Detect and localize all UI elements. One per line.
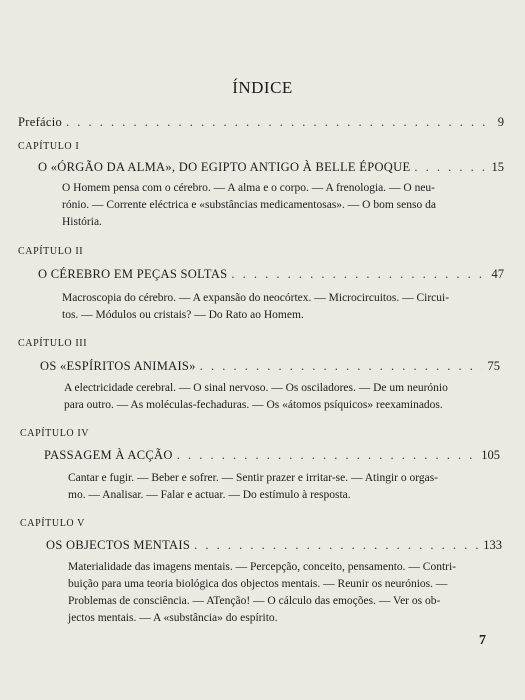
description-line: Problemas de consciência. — ATenção! — O cálculo das emoções. — Ver os ob- xyxy=(68,595,441,607)
toc-entry-chapter-5 xyxy=(46,538,502,553)
toc-entry-chapter-1 xyxy=(38,160,504,175)
toc-page-number: 75 xyxy=(487,359,500,373)
dot-leader xyxy=(66,115,486,130)
toc-page-number: 47 xyxy=(491,267,504,281)
toc-entry-chapter-4 xyxy=(44,448,500,463)
chapter-description xyxy=(62,180,498,231)
description-line: mo. — Analisar. — Falar e actuar. — Do estímulo à resposta. xyxy=(68,489,351,501)
chapter-description xyxy=(62,290,498,324)
chapter-label: CAPÍTULO IV xyxy=(20,428,90,439)
chapter-label: CAPÍTULO III xyxy=(18,338,88,349)
toc-page-number: 105 xyxy=(481,448,500,462)
toc-page-number: 9 xyxy=(497,115,504,129)
chapter-label: CAPÍTULO II xyxy=(18,246,84,257)
toc-page-number: 15 xyxy=(491,160,504,174)
dot-leader xyxy=(414,160,486,175)
dot-leader xyxy=(200,359,482,374)
dot-leader xyxy=(177,448,478,463)
toc-entry-chapter-2 xyxy=(38,267,504,282)
description-line: Macroscopia do cérebro. — A expansão do neocórtex. — Microcircuitos. — Circui- xyxy=(62,292,450,304)
description-line: Cantar e fugir. — Beber e sofrer. — Sentir prazer e irritar-se. — Atingir o orgas- xyxy=(68,472,438,484)
chapter-title: O CÉREBRO EM PEÇAS SOLTAS xyxy=(38,267,228,281)
toc-page-number: 133 xyxy=(483,538,502,552)
dot-leader xyxy=(194,538,479,553)
page-number-folio: 7 xyxy=(479,633,486,648)
chapter-title: OS «ESPÍRITOS ANIMAIS» xyxy=(40,359,196,373)
chapter-label: CAPÍTULO V xyxy=(20,518,85,529)
chapter-label: CAPÍTULO I xyxy=(18,141,80,152)
toc-entry-chapter-3 xyxy=(40,359,500,374)
chapter-description xyxy=(68,470,496,504)
description-line: para outro. — As moléculas-fechaduras. — Os «átomos psíquicos» reexaminados. xyxy=(64,399,443,411)
description-line: jectos mentais. — A «substância» do espírito. xyxy=(68,612,278,624)
page-title: ÍNDICE xyxy=(232,78,293,97)
chapter-title: O «ÓRGÃO DA ALMA», DO EGIPTO ANTIGO À BELLE ÉPOQUE xyxy=(38,160,411,174)
description-line: Materialidade das imagens mentais. — Percepção, conceito, pensamento. — Contri- xyxy=(68,561,457,573)
toc-entry-preface xyxy=(18,115,504,130)
description-line: O Homem pensa com o cérebro. — A alma e o corpo. — A frenologia. — O neu- xyxy=(62,182,436,194)
description-line: rónio. — Corrente eléctrica e «substâncias medicamentosas». — O bom senso da xyxy=(62,199,436,211)
description-line: História. xyxy=(62,216,102,228)
chapter-title: OS OBJECTOS MENTAIS xyxy=(46,538,191,552)
chapter-description xyxy=(64,380,494,414)
dot-leader xyxy=(231,267,486,282)
chapter-title: PASSAGEM À ACÇÃO xyxy=(44,448,173,462)
toc-entry-label: Prefácio xyxy=(18,115,63,129)
chapter-description xyxy=(68,559,496,627)
description-line: tos. — Módulos ou cristais? — Do Rato ao Homem. xyxy=(62,309,304,321)
description-line: buição para uma teoria biológica dos objectos mentais. — Reunir os neurónios. — xyxy=(68,578,448,590)
description-line: A electricidade cerebral. — O sinal nervoso. — Os osciladores. — De um neurónio xyxy=(64,382,448,394)
